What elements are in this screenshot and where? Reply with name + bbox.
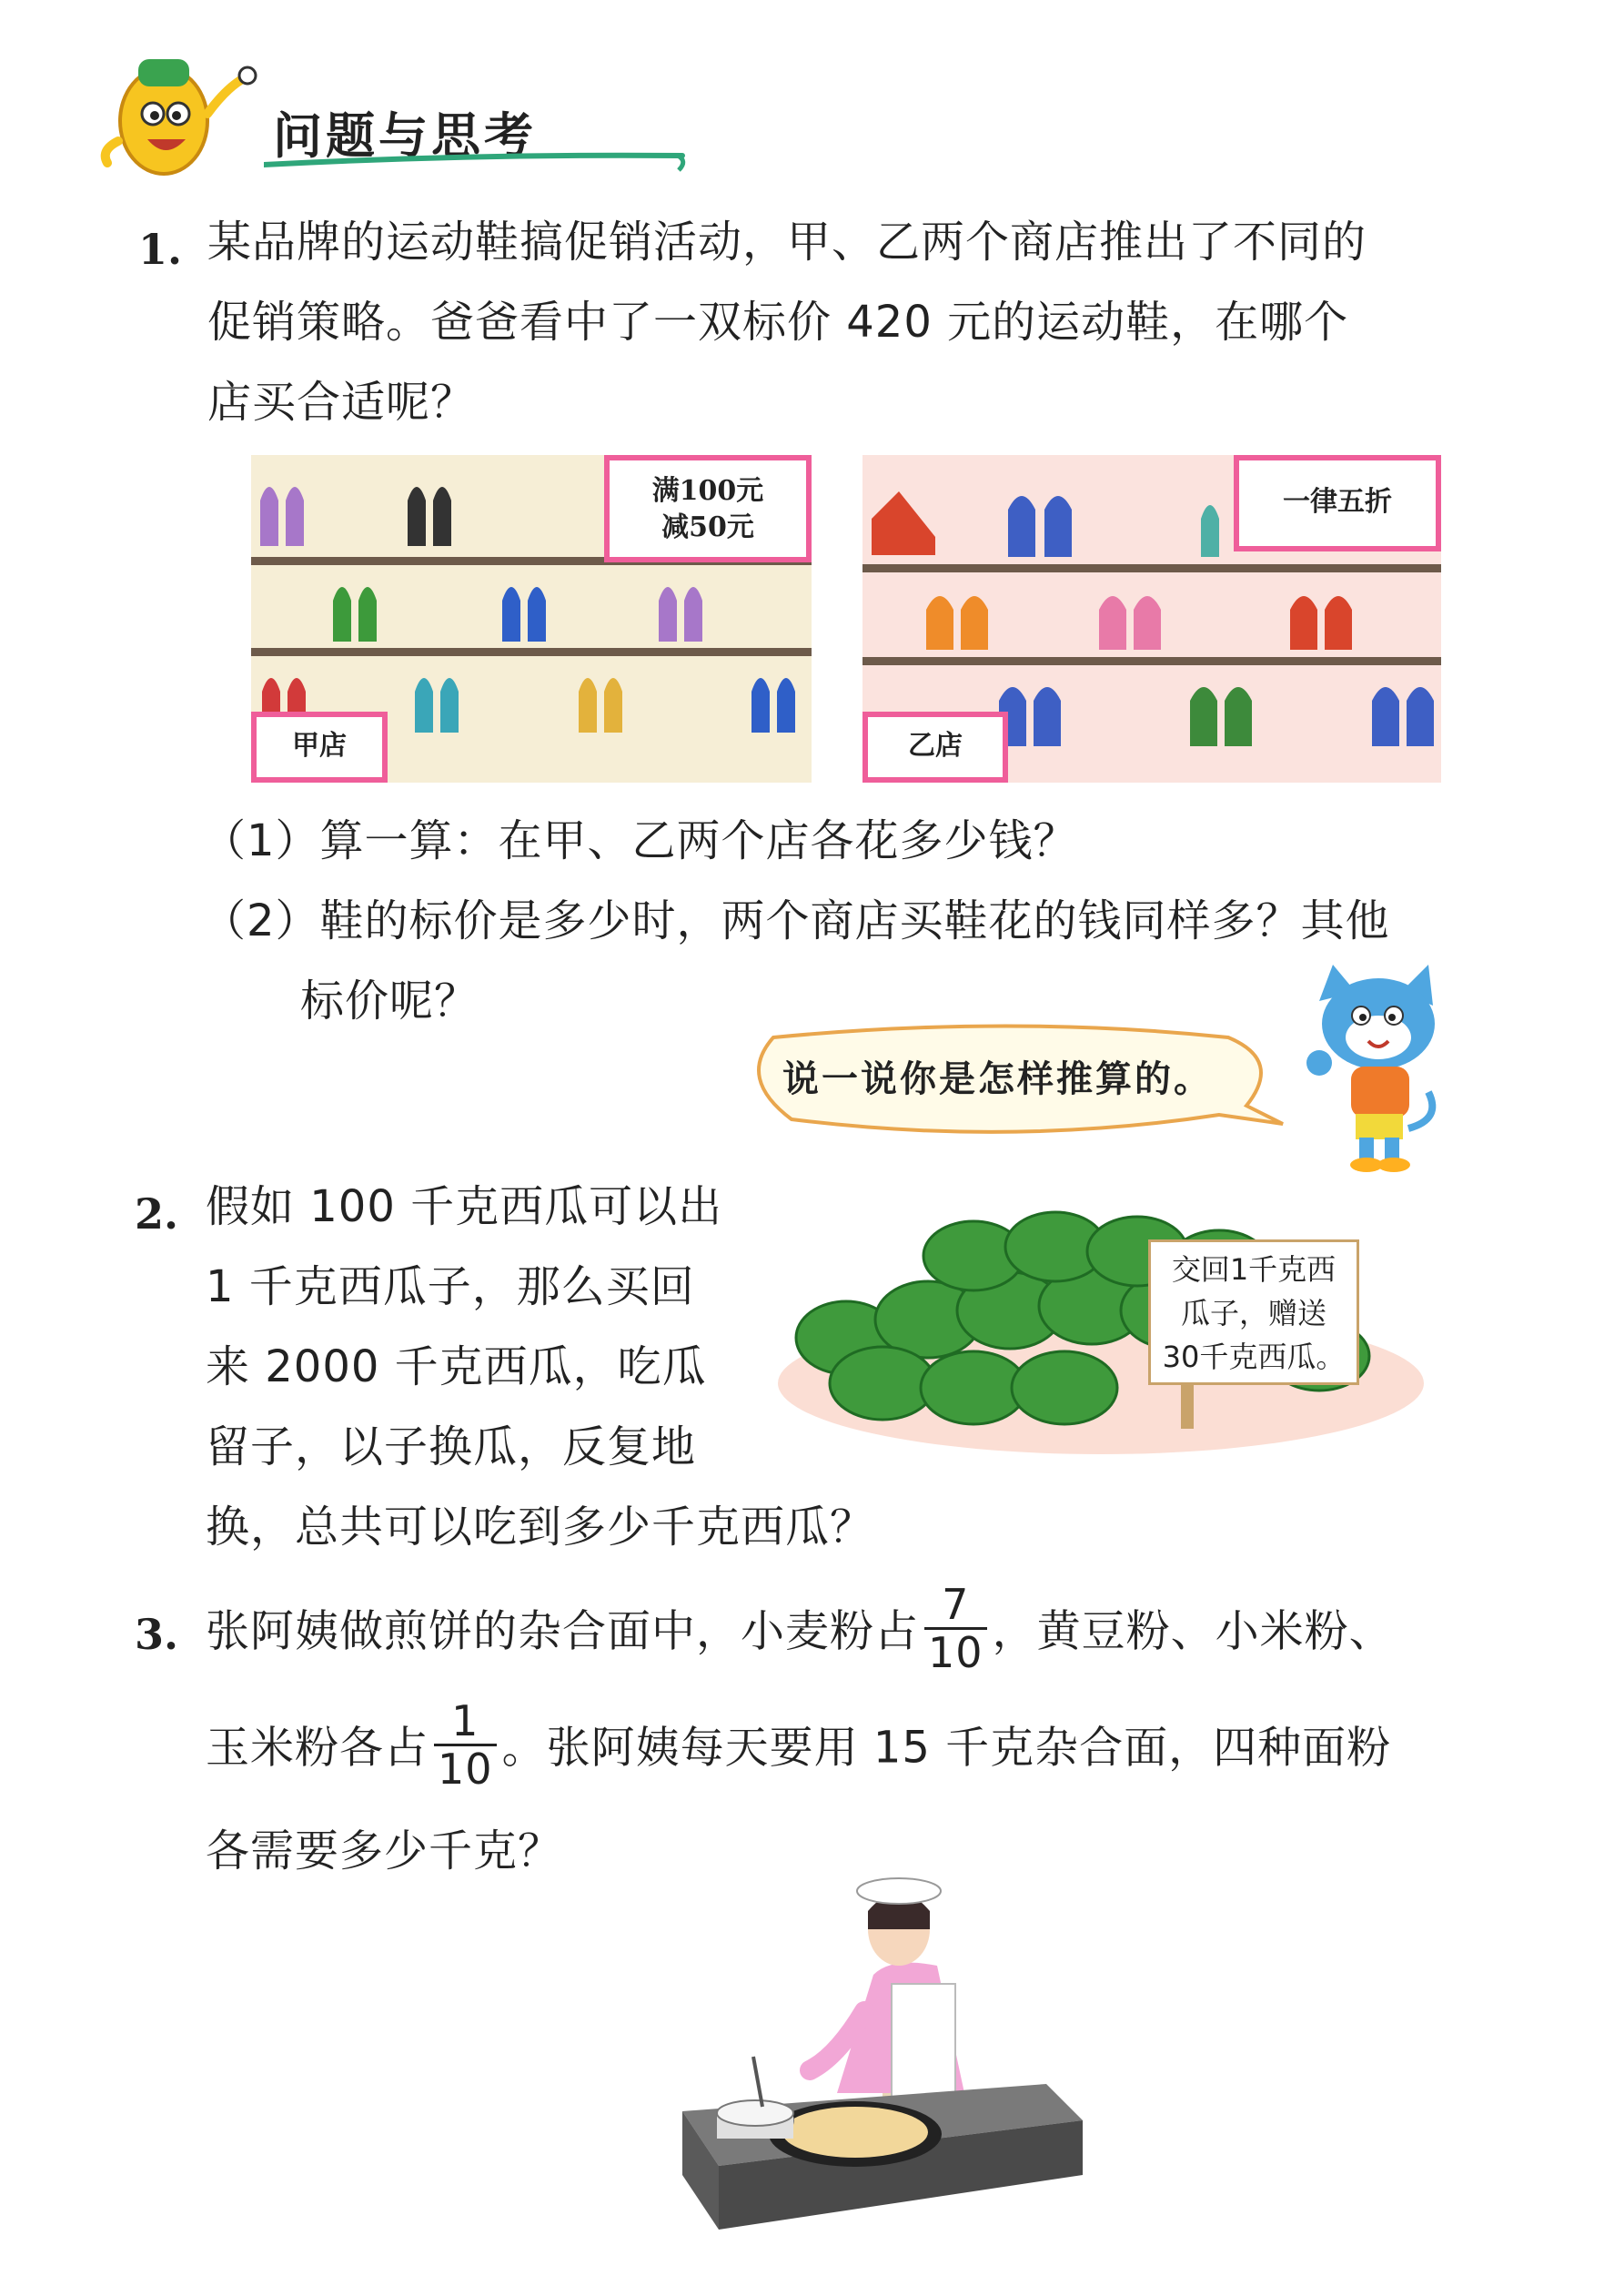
q3-line2-part-b: 。张阿姨每天要用 15 千克杂合面，四种面粉 [501, 1722, 1392, 1774]
store-a-promo-line1: 满100元 [651, 475, 764, 507]
q2-text-line3: 来 2000 千克西瓜，吃瓜 [206, 1341, 707, 1392]
q1-number: 1. [138, 225, 183, 274]
fraction-seven-tenths [924, 1582, 987, 1675]
header-underline [264, 148, 691, 176]
section-header [91, 50, 619, 177]
fraction1-numerator: 7 [942, 1580, 970, 1629]
store-b-illustration [862, 455, 1441, 783]
q1-text-line2: 促销策略。爸爸看中了一双标价 420 元的运动鞋，在哪个 [207, 297, 1349, 348]
header-title: 问题与思考 [273, 106, 537, 165]
q3-text-line1 [206, 1580, 1394, 1681]
q1-text-line3: 店买合适呢？ [207, 377, 476, 428]
sign-line1: 交回1千克西 [1171, 1252, 1337, 1287]
store-b-promo-tag: 一律五折 [1234, 455, 1441, 551]
fraction-one-tenth [434, 1698, 497, 1792]
cat-character-icon [1292, 965, 1451, 1174]
q1-sub2-line2: 标价呢？ [300, 976, 479, 1027]
watermelon-sign [1148, 1239, 1359, 1385]
fraction2-denominator: 10 [434, 1744, 497, 1792]
store-a-promo-line2: 减50元 [661, 511, 754, 543]
q2-text-line2: 1 千克西瓜子，那么买回 [206, 1261, 695, 1312]
bubble-text: 说一说你是怎样推算的。 [782, 1057, 1213, 1100]
q3-number: 3. [135, 1610, 179, 1659]
q2-text-line5: 换，总共可以吃到多少千克西瓜？ [206, 1502, 875, 1553]
q2-text-line4: 留子，以子换瓜，反复地 [206, 1421, 697, 1472]
q3-line1-part-b: ，黄豆粉、小米粉、 [992, 1605, 1394, 1657]
store-a-illustration [251, 455, 812, 783]
store-a-promo-tag [604, 455, 812, 562]
q3-line2-part-a: 玉米粉各占 [206, 1722, 429, 1774]
sign-line3: 30千克西瓜。 [1162, 1340, 1346, 1374]
q3-line1-part-a: 张阿姨做煎饼的杂合面中，小麦粉占 [206, 1605, 920, 1657]
mascot-icon [91, 50, 282, 177]
q3-text-line3: 各需要多少千克？ [206, 1826, 563, 1876]
fraction2-numerator: 1 [451, 1696, 479, 1745]
q2-number: 2. [135, 1189, 179, 1239]
q2-text-line1: 假如 100 千克西瓜可以出 [206, 1181, 723, 1232]
store-b-name-tag: 乙店 [862, 712, 1008, 783]
sign-line2: 瓜子，赠送 [1180, 1296, 1326, 1330]
q1-text-line1: 某品牌的运动鞋搞促销活动，甲、乙两个商店推出了不同的 [207, 217, 1367, 268]
q1-sub2-line1: （2）鞋的标价是多少时，两个商店买鞋花的钱同样多？其他 [202, 895, 1390, 946]
fraction1-denominator: 10 [924, 1627, 987, 1675]
q1-sub1: （1）算一算：在甲、乙两个店各花多少钱？ [202, 815, 1078, 866]
q3-text-line2 [206, 1696, 1392, 1797]
store-a-name-tag: 甲店 [251, 712, 388, 783]
pancake-cook-illustration [664, 1875, 1092, 2257]
